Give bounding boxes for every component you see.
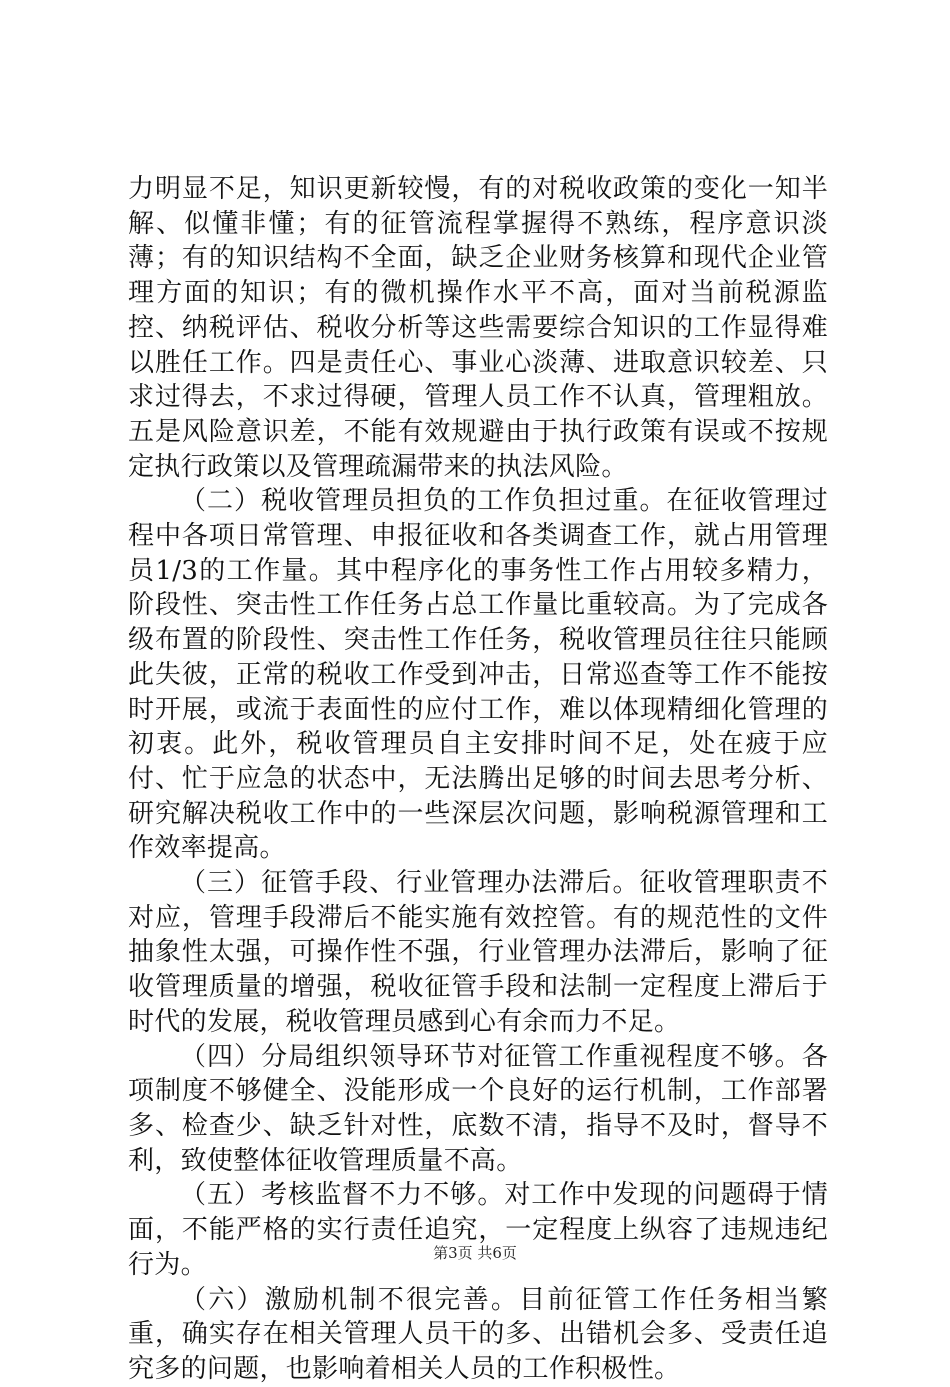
page-footer [0,1243,950,1263]
paragraph-section-3: （三）征管手段、行业管理办法滞后。征收管理职责不对应，管理手段滞后不能实施有效控管。有的规范性的文件抽象性太强，可操作性不强，行业管理办法滞后，影响了征收管理质量的增强，税收征管手段和法制一定程度上滞后于时代的发展，税收管理员感到心有余而力不足。 [128,868,828,1037]
document-body [128,172,828,1387]
paragraph-section-6: （六）激励机制不很完善。目前征管工作任务相当繁重，确实存在相关管理人员干的多、出错机会多、受责任追究多的问题，也影响着相关人员的工作积极性。 [128,1284,828,1384]
page-number: 第3页 共6页 [433,1244,517,1262]
paragraph-section-5: （五）考核监督不力不够。对工作中发现的问题碍于情面，不能严格的实行责任追究，一定程度上纵容了违规违纪行为。 [128,1180,828,1280]
paragraph-section-4: （四）分局组织领导环节对征管工作重视程度不够。各项制度不够健全、没能形成一个良好的运行机制，工作部署多、检查少、缺乏针对性，底数不清，指导不及时，督导不利，致使整体征收管理质量不高。 [128,1041,828,1176]
paragraph-continuation: 力明显不足，知识更新较慢，有的对税收政策的变化一知半解、似懂非懂；有的征管流程掌握得不熟练，程序意识淡薄；有的知识结构不全面，缺乏企业财务核算和现代企业管理方面的知识；有的微机操作水平不高，面对当前税源监控、纳税评估、税收分析等这些需要综合知识的工作显得难以胜任工作。四是责任心、事业心淡薄、进取意识较差、只求过得去，不求过得硬，管理人员工作不认真，管理粗放。五是风险意识差，不能有效规避由于执行政策有误或不按规定执行政策以及管理疏漏带来的执法风险。 [128,174,828,482]
paragraph-section-2: （二）税收管理员担负的工作负担过重。在征收管理过程中各项日常管理、申报征收和各类调查工作，就占用管理员1/3的工作量。其中程序化的事务性工作占用较多精力，阶段性、突击性工作任务占总工作量比重较高。为了完成各级布置的阶段性、突击性工作任务，税收管理员往往只能顾此失彼，正常的税收工作受到冲击，日常巡查等工作不能按时开展，或流于表面性的应付工作，难以体现精细化管理的初衷。此外，税收管理员自主安排时间不足，处在疲于应付、忙于应急的状态中，无法腾出足够的时间去思考分析、研究解决税收工作中的一些深层次问题，影响税源管理和工作效率提高。 [128,486,828,864]
